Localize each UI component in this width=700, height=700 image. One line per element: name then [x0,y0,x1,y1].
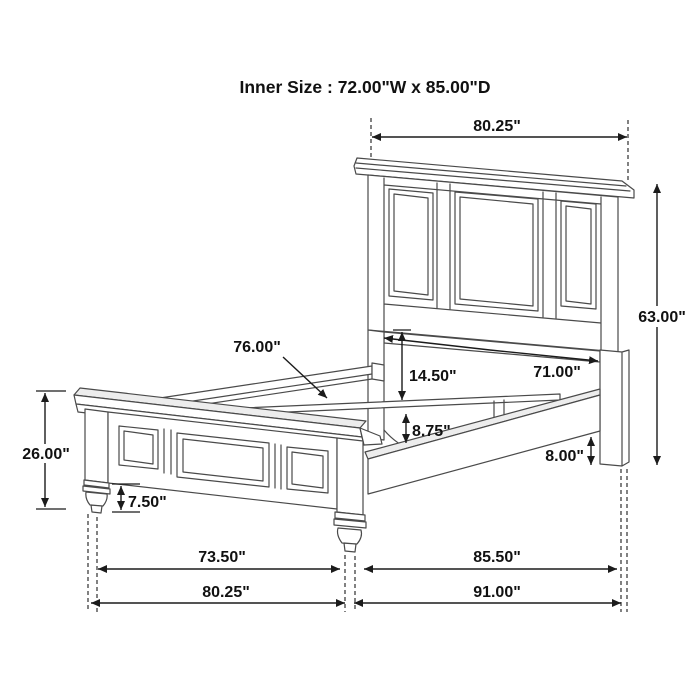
dim-footboard-outer-width [91,584,345,603]
dim-footboard-height [19,391,73,509]
footboard-left-post [85,409,108,483]
footboard-right-post [337,438,363,515]
diagram-title: Inner Size : 72.00"W x 85.00"D [239,77,491,97]
dim-headboard-leg-gap-label: 8.00" [545,448,584,465]
dim-footboard-leg-height-label: 7.50" [128,494,167,511]
dim-footboard-inner-width [98,549,340,569]
side-rail-left-bracket [372,363,384,381]
headboard-right-leg [600,350,629,466]
dim-headboard-width-label: 80.25" [473,118,521,135]
footboard [74,388,382,552]
dim-slat-to-rail-bottom-label: 8.75" [412,423,451,440]
dim-headboard-width [372,118,627,137]
dim-headboard-height [631,184,693,465]
dim-rail-outer-length-label: 85.50" [473,549,521,566]
headboard-left-leg [368,330,384,440]
dim-slat-to-rail-bottom [406,414,451,443]
dim-inner-length-label: 71.00" [533,364,581,381]
footboard-left-foot [83,480,110,513]
dim-footboard-outer-width-label: 80.25" [202,584,250,601]
dim-footboard-inner-width-label: 73.50" [198,549,246,566]
dim-overall-length-label: 91.00" [473,584,521,601]
footboard-right-foot [334,512,366,552]
dim-rail-to-slat-label: 14.50" [409,368,457,385]
dim-overall-length [354,584,621,603]
dim-footboard-height-label: 26.00" [22,446,70,463]
dim-slat-length-label: 76.00" [233,339,281,356]
dim-rail-outer-length [364,549,617,569]
dim-headboard-height-label: 63.00" [638,309,686,326]
side-rail-left-beam [160,366,372,406]
headboard-face [368,175,618,352]
